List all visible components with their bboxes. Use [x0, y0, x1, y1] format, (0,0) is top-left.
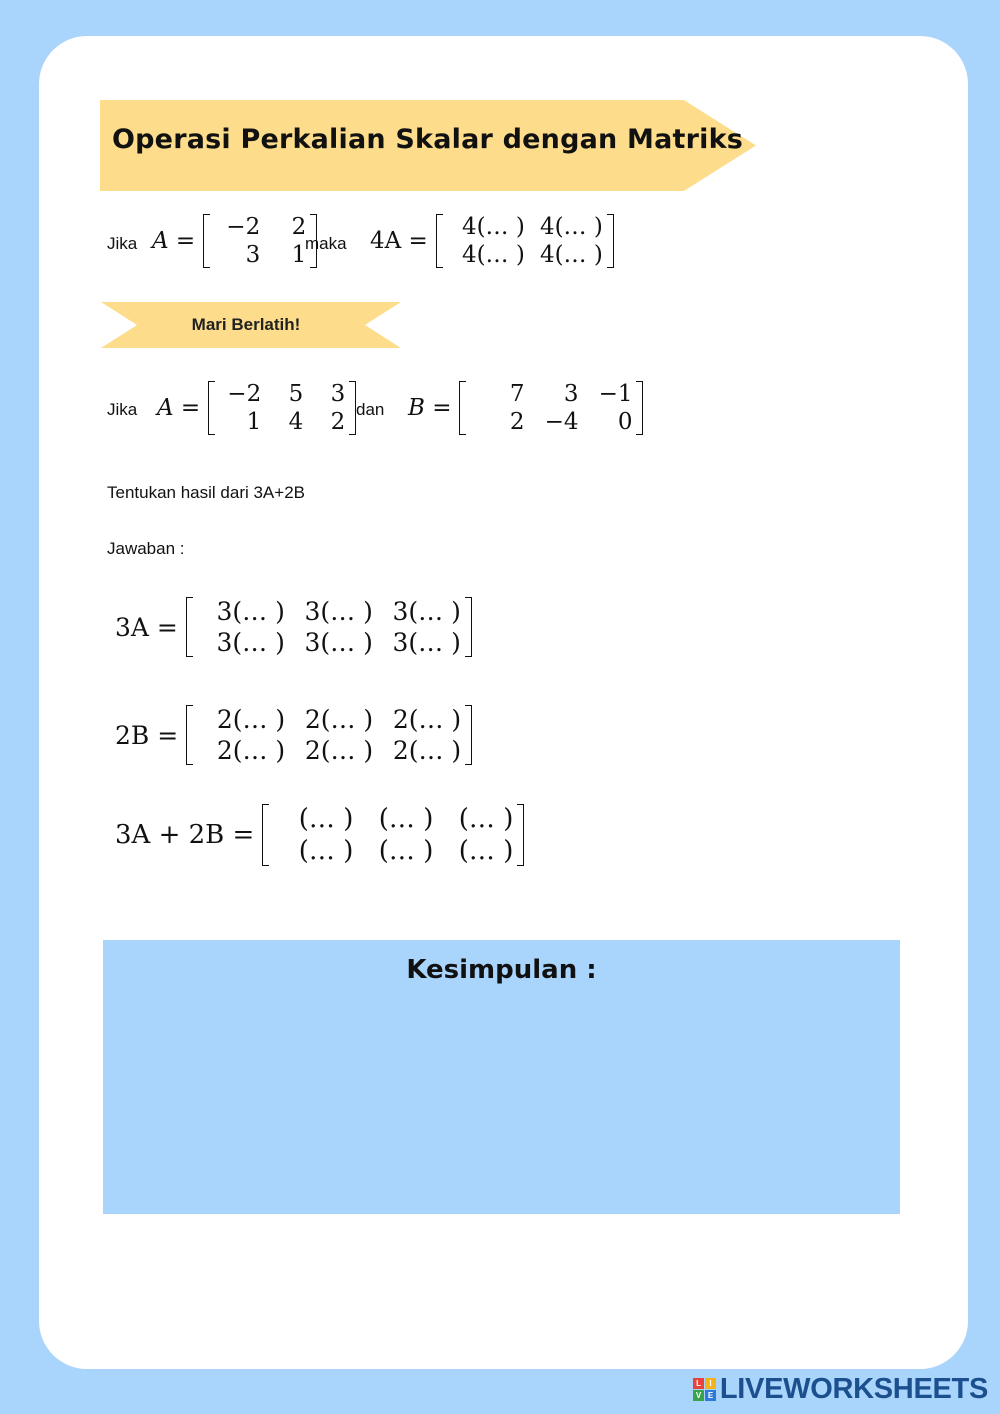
- matrix-grid: [193, 705, 465, 765]
- matrix-entry: −1: [598, 381, 633, 407]
- brand-name: LIVEWORKSHEETS: [719, 1373, 988, 1405]
- matrix-entry: 5: [288, 381, 304, 407]
- matrix-entry: 2: [291, 214, 307, 240]
- bracket-left: [436, 214, 443, 268]
- matrix-entry[interactable]: (… ): [378, 804, 434, 834]
- liveworksheets-logo-icon: [693, 1378, 716, 1401]
- liveworksheets-brand: [693, 1373, 988, 1406]
- bracket-left: [186, 705, 193, 765]
- matrix-entry: 4: [288, 409, 304, 435]
- exercise-matrix-a: [157, 381, 356, 435]
- exercise-jika-label: Jika: [107, 400, 138, 419]
- matrix-grid: [193, 597, 465, 657]
- answer-2b: [115, 705, 472, 765]
- answer-2b-lhs: 2B =: [115, 720, 179, 750]
- matrix-4a-blanks: [436, 214, 614, 268]
- exercise-dan-label: dan: [356, 400, 385, 419]
- matrix-entry: 2: [509, 409, 525, 435]
- example-result-matrix: [370, 214, 614, 268]
- logo-tile: L: [693, 1378, 704, 1389]
- matrix-entry[interactable]: 3(… ): [392, 597, 461, 626]
- answer-sum: [115, 804, 524, 866]
- matrix-entry: 3: [330, 381, 346, 407]
- matrix-a-values: [203, 214, 317, 268]
- answer-2b-blanks[interactable]: [186, 705, 472, 765]
- logo-tile: I: [705, 1378, 716, 1389]
- matrix-entry[interactable]: 2(… ): [216, 736, 286, 765]
- answer-sum-blanks[interactable]: [262, 804, 524, 866]
- matrix-entry[interactable]: 2(… ): [392, 705, 462, 734]
- matrix-entry[interactable]: (… ): [458, 836, 514, 866]
- matrix-entry: −4: [544, 409, 579, 435]
- bracket-right: [465, 705, 472, 765]
- bracket-left: [208, 381, 215, 435]
- matrix-entry: −2: [227, 381, 262, 407]
- bracket-left: [262, 804, 269, 866]
- example-a-lhs: A =: [152, 228, 196, 254]
- matrix-entry[interactable]: 2(… ): [216, 705, 286, 734]
- matrix-grid: [269, 804, 517, 866]
- matrix-entry: 1: [246, 409, 262, 435]
- matrix-entry: 4(… ): [461, 242, 525, 268]
- bracket-right: [465, 597, 472, 657]
- matrix-entry[interactable]: 3(… ): [216, 597, 285, 626]
- matrix-entry[interactable]: 2(… ): [304, 736, 374, 765]
- logo-tile: E: [705, 1390, 716, 1401]
- matrix-entry[interactable]: (… ): [458, 804, 514, 834]
- matrix-entry[interactable]: 3(… ): [304, 628, 373, 657]
- matrix-entry: 1: [291, 242, 307, 268]
- matrix-entry: 4(… ): [539, 214, 603, 240]
- example-result-lhs: 4A =: [370, 228, 428, 254]
- example-jika-label: Jika: [107, 234, 138, 253]
- matrix-entry: 3: [245, 242, 261, 268]
- matrix-entry: 0: [617, 409, 633, 435]
- bracket-left: [203, 214, 210, 268]
- exercise-a-lhs: A =: [157, 395, 201, 421]
- matrix-entry: 4(… ): [539, 242, 603, 268]
- matrix-entry[interactable]: 3(… ): [392, 628, 461, 657]
- matrix-grid: [466, 381, 636, 435]
- matrix-grid: [215, 381, 349, 435]
- matrix-entry[interactable]: 3(… ): [216, 628, 285, 657]
- bracket-left: [186, 597, 193, 657]
- matrix-grid: [443, 214, 607, 268]
- matrix-entry[interactable]: (… ): [378, 836, 434, 866]
- bracket-right: [517, 804, 524, 866]
- matrix-grid: [210, 214, 310, 268]
- practice-ribbon-label: Mari Berlatih!: [191, 315, 301, 334]
- matrix-entry[interactable]: (… ): [298, 836, 354, 866]
- matrix-entry[interactable]: 2(… ): [304, 705, 374, 734]
- matrix-entry: 3: [563, 381, 579, 407]
- answer-label: Jawaban :: [107, 539, 185, 558]
- exercise-matrix-b: [408, 381, 643, 435]
- matrix-entry: −2: [226, 214, 261, 240]
- bracket-right: [607, 214, 614, 268]
- answer-3a: [115, 597, 472, 657]
- matrix-entry[interactable]: (… ): [298, 804, 354, 834]
- answer-sum-lhs: 3A + 2B =: [115, 820, 255, 850]
- bracket-right: [636, 381, 643, 435]
- conclusion-title: Kesimpulan :: [406, 955, 597, 985]
- exercise-a-values: [208, 381, 356, 435]
- exercise-b-lhs: B =: [408, 395, 452, 421]
- worksheet-title: Operasi Perkalian Skalar dengan Matriks: [112, 124, 744, 155]
- matrix-entry[interactable]: 2(… ): [392, 736, 462, 765]
- exercise-b-values: [459, 381, 643, 435]
- answer-3a-lhs: 3A =: [115, 612, 178, 642]
- example-matrix-a: [152, 214, 317, 268]
- question-text: Tentukan hasil dari 3A+2B: [107, 483, 305, 502]
- answer-3a-blanks[interactable]: [186, 597, 472, 657]
- example-maka-label: maka: [305, 234, 347, 253]
- matrix-entry: 4(… ): [461, 214, 525, 240]
- logo-tile: V: [693, 1390, 704, 1401]
- bracket-left: [459, 381, 466, 435]
- matrix-entry: 2: [330, 409, 346, 435]
- matrix-entry[interactable]: 3(… ): [304, 597, 373, 626]
- matrix-entry: 7: [509, 381, 525, 407]
